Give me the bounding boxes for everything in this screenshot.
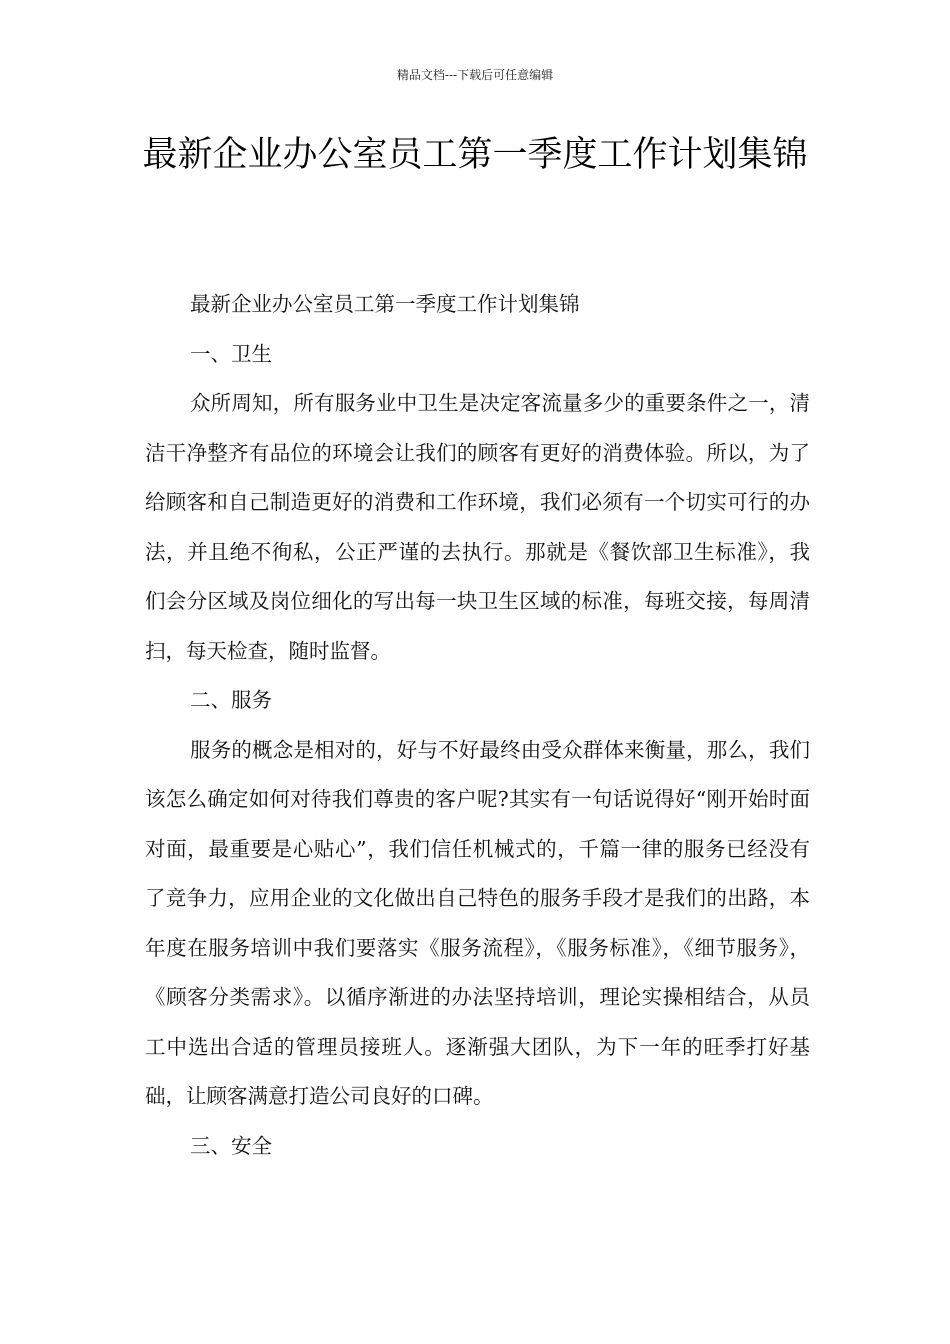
section-heading-safety: 三、安全 [190, 1133, 272, 1158]
section-heading-service: 二、服务 [190, 688, 272, 712]
header-note: 精品文档---下载后可任意编辑 [396, 68, 554, 82]
section-paragraph-hygiene: 众所周知，所有服务业中卫生是决定客流量多少的重要条件之一，清洁干净整齐有品位的环境会让我们的顾客有更好的消费体验。所以，为了给顾客和自己制造更好的消费和工作环境，我们必须有一个切实可行的办法，并且绝不徇私，公正严谨的去执行。那就是《餐饮部卫生标准》，我们会分区域及岗位细化的写出每一块卫生区域的标准，每班交接，每周清扫，每天检查，随时监督。 [145, 391, 810, 663]
section-heading-hygiene: 一、卫生 [190, 341, 272, 366]
section-paragraph-service: 服务的概念是相对的，好与不好最终由受众群体来衡量，那么，我们该怎么确定如何对待我们尊贵的客户呢?其实有一句话说得好“刚开始时面对面，最重要是心贴心”，我们信任机械式的，千篇一律的服务已经没有了竞争力，应用企业的文化做出自己特色的服务手段才是我们的出路，本年度在服务培训中我们要落实《服务流程》，《服务标准》，《细节服务》，《顾客分类需求》。以循序渐进的办法坚持培训，理论实操相结合，从员工中选出合适的管理员接班人。逐渐强大团队，为下一年的旺季打好基础，让顾客满意打造公司良好的口碑。 [145, 737, 810, 1108]
document-title: 最新企业办公室员工第一季度工作计划集锦 [142, 135, 808, 175]
document-subtitle: 最新企业办公室员工第一季度工作计划集锦 [190, 292, 580, 316]
document-body [145, 280, 810, 1171]
